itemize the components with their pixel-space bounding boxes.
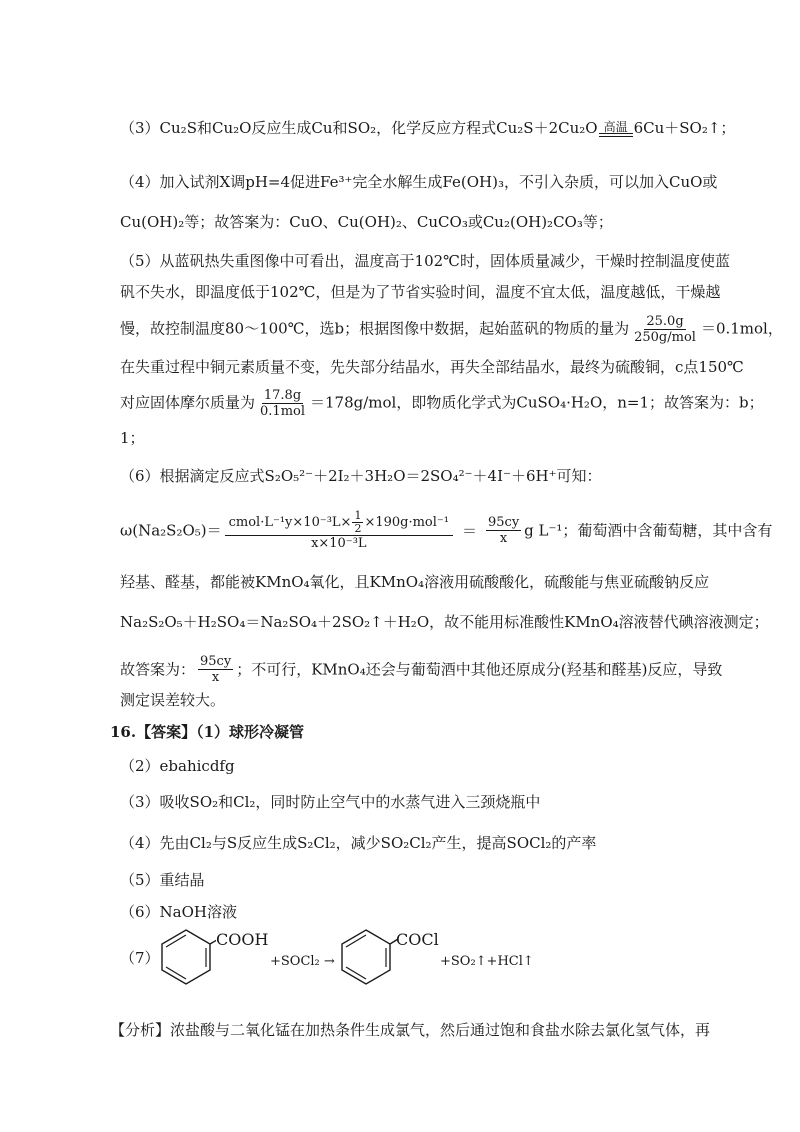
byproducts: +SO₂↑+HCl↑ (440, 954, 534, 969)
answer-6-line-1: （6）根据滴定反应式S₂O₅²⁻＋2I₂＋3H₂O＝2SO₄²⁻＋4I⁻＋6H⁺可知： (120, 467, 602, 485)
answer-5-line-3 (120, 314, 783, 345)
fraction-den: 250g/mol (634, 330, 696, 345)
big-num-a: cmol·L⁻¹y×10⁻³L× (228, 515, 352, 530)
big-fraction-den: x×10⁻³L (311, 536, 367, 551)
answer-fraction (198, 654, 233, 685)
q16-answer-5: （5）重结晶 (120, 871, 205, 889)
fraction-num: 17.8g (263, 388, 302, 403)
big-fraction (225, 510, 453, 551)
answer-6-formula-line (120, 510, 772, 551)
half-den: 2 (354, 522, 362, 535)
fraction-num: 25.0g (646, 314, 684, 329)
fraction-moles (632, 314, 698, 345)
reactant-group: COOH (216, 930, 269, 949)
q16-answer-6: （6）NaOH溶液 (120, 903, 237, 921)
unit-text: g L⁻¹；葡萄酒中含葡萄糖，其中含有 (524, 521, 773, 540)
answer-5-line-5-a: 对应固体摩尔质量为 (120, 393, 256, 412)
omega-lhs: ω(Na₂S₂O₅)＝ (120, 521, 222, 540)
answer-4-line-1: （4）加入试剂X调pH=4促进Fe³⁺完全水解生成Fe(OH)₃，不引入杂质，可以加入CuO或 (120, 173, 718, 191)
benzene-ring-reactant-icon (156, 926, 216, 988)
answer-6-line-3: 羟基、醛基，都能被KMnO₄氧化，且KMnO₄溶液用硫酸酸化，硫酸能与焦亚硫酸钠反应 (120, 573, 710, 591)
answer-6-line-4: Na₂S₂O₅＋H₂SO₄＝Na₂SO₄＋2SO₂↑＋H₂O，故不能用标准酸性KMnO₄溶液替代碘溶液测定； (120, 613, 769, 631)
answer-5-line-3-a: 慢，故控制温度80～100℃，选b；根据图像中数据，起始蓝矾的物质的量为 (120, 319, 630, 338)
result-num: 95cy (488, 515, 520, 530)
answer-3-line (120, 118, 735, 138)
product-group: COCl (396, 930, 439, 949)
answer-5-line-5 (120, 388, 764, 419)
answer-den: x (211, 670, 220, 685)
answer-5-line-5-b: ＝178g/mol，即物质化学式为CuSO₄·H₂O，n=1；故答案为：b； (310, 393, 764, 412)
equals: ＝ (461, 521, 477, 540)
q16-answer-2: （2）ebahicdfg (120, 757, 235, 775)
answer-3-text-b: 6Cu＋SO₂↑； (633, 119, 736, 137)
fraction-den: 0.1mol (260, 404, 306, 419)
answer-5-line-2: 矾不失水，即温度低于102℃，但是为了节省实验时间，温度不宜太低，温度越低，干燥越 (120, 283, 721, 301)
answer-6-line-6: 测定误差较大。 (120, 691, 226, 709)
answer-5-line-6: 1； (120, 429, 145, 447)
q16-answer-3: （3）吸收SO₂和Cl₂，同时防止空气中的水蒸气进入三颈烧瓶中 (120, 793, 541, 811)
analysis-line: 【分析】浓盐酸与二氧化锰在加热条件生成氯气，然后通过饱和食盐水除去氯化氢气体，再 (110, 1021, 711, 1039)
q16-header: 16.【答案】（1）球形冷凝管 (110, 723, 305, 741)
answer-6-line-5 (120, 654, 722, 685)
answer-3-text-a: （3）Cu₂S和Cu₂O反应生成Cu和SO₂，化学反应方程式Cu₂S＋2Cu₂O (120, 119, 598, 137)
answer-6-line-5-a: 故答案为： (120, 660, 196, 679)
reaction-condition (599, 121, 633, 137)
equals-sign (599, 133, 633, 137)
half-fraction (352, 510, 363, 535)
benzene-ring-product-icon (336, 926, 398, 988)
half-num: 1 (354, 509, 362, 522)
q16-answer-7-label: （7） (120, 949, 160, 967)
q16-answer-4: （4）先由Cl₂与S反应生成S₂Cl₂，减少SO₂Cl₂产生，提高SOCl₂的产率 (120, 834, 597, 852)
result-fraction (486, 515, 521, 546)
reagent-arrow: +SOCl₂ → (270, 954, 335, 969)
fraction-molar-mass (258, 388, 307, 419)
answer-num: 95cy (200, 654, 232, 669)
big-num-b: ×190g·mol⁻¹ (364, 515, 449, 530)
answer-5-line-1: （5）从蓝矾热失重图像中可看出，温度高于102℃时，固体质量减少，干燥时控制温度使蓝 (120, 252, 730, 270)
result-den: x (499, 531, 508, 546)
answer-4-line-2: Cu(OH)₂等；故答案为：CuO、Cu(OH)₂、CuCO₃或Cu₂(OH)₂CO₃等； (120, 213, 613, 231)
answer-6-line-5-b: ；不可行，KMnO₄还会与葡萄酒中其他还原成分(羟基和醛基)反应，导致 (236, 660, 723, 679)
condition-label: 高温 (603, 120, 628, 134)
answer-5-line-4: 在失重过程中铜元素质量不变，先失部分结晶水，再失全部结晶水，最终为硫酸铜，c点150℃ (120, 358, 744, 376)
answer-5-line-3-b: ＝0.1mol， (700, 319, 783, 338)
big-fraction-num (225, 510, 453, 536)
